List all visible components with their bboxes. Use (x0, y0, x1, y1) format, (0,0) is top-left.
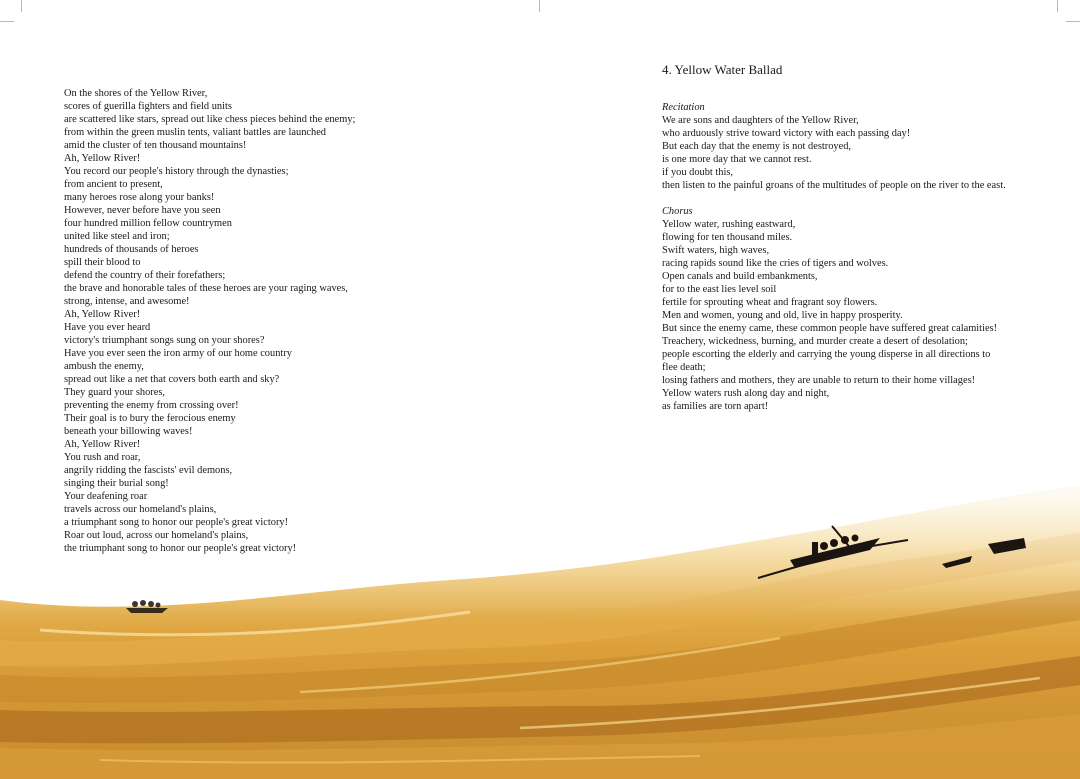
poem-line: Ah, Yellow River! (64, 153, 141, 164)
poem-line: However, never before have you seen (64, 205, 221, 216)
poem-line: scores of guerilla fighters and field units (64, 101, 232, 112)
recitation-lines (662, 114, 1022, 192)
poem-line: spill their blood to (64, 257, 141, 268)
poem-line: hundreds of thousands of heroes (64, 244, 199, 255)
poem-line: people escorting the elderly and carrying the young disperse in all directions to (662, 349, 991, 360)
poem-line: Their goal is to bury the ferocious enemy (64, 413, 236, 424)
poem-line: Treachery, wickedness, burning, and murder create a desert of desolation; (662, 336, 968, 347)
poem-line: They guard your shores, (64, 387, 165, 398)
poem-line: spread out like a net that covers both earth and sky? (64, 374, 280, 385)
crop-mark (0, 21, 14, 22)
poem-line: for to the east lies level soil (662, 284, 777, 295)
poem-line: ambush the enemy, (64, 361, 144, 372)
poem-line: We are sons and daughters of the Yellow River, (662, 115, 859, 126)
poem-line: flee death; (662, 362, 706, 373)
poem-line: beneath your billowing waves! (64, 426, 193, 437)
poem-line: Have you ever seen the iron army of our home country (64, 348, 292, 359)
poem-line: travels across our homeland's plains, (64, 504, 217, 515)
poem-line: You record our people's history through the dynasties; (64, 166, 289, 177)
poem-line: angrily ridding the fascists' evil demons, (64, 465, 233, 476)
poem-line: who arduously strive toward victory with each passing day! (662, 128, 911, 139)
poem-line: four hundred million fellow countrymen (64, 218, 232, 229)
right-poem-column (662, 101, 1022, 413)
poem-line: singing their burial song! (64, 478, 169, 489)
section-gap (662, 192, 1022, 205)
crop-mark (1066, 21, 1080, 22)
poem-line: united like steel and iron; (64, 231, 170, 242)
poem-line: victory's triumphant songs sung on your shores? (64, 335, 265, 346)
crop-mark (539, 0, 540, 12)
poem-line: losing fathers and mothers, they are unable to return to their home villages! (662, 375, 976, 386)
poem-line: from ancient to present, (64, 179, 163, 190)
poem-line: Your deafening roar (64, 491, 148, 502)
poem-line: racing rapids sound like the cries of tigers and wolves. (662, 258, 889, 269)
poem-line: is one more day that we cannot rest. (662, 154, 812, 165)
poem-line: Yellow waters rush along day and night, (662, 388, 830, 399)
poem-line: a triumphant song to honor our people's great victory! (64, 517, 289, 528)
poem-line: You rush and roar, (64, 452, 141, 463)
poem-line: Swift waters, high waves, (662, 245, 770, 256)
poem-line: Open canals and build embankments, (662, 271, 818, 282)
poem-line: Have you ever heard (64, 322, 151, 333)
poem-line: amid the cluster of ten thousand mountains! (64, 140, 247, 151)
poem-line: defend the country of their forefathers; (64, 270, 226, 281)
poem-line: are scattered like stars, spread out like chess pieces behind the enemy; (64, 114, 356, 125)
poem-line: fertile for sprouting wheat and fragrant soy flowers. (662, 297, 878, 308)
poem-line: Ah, Yellow River! (64, 309, 141, 320)
chorus-label: Chorus (662, 206, 693, 217)
poem-line: the triumphant song to honor our people's great victory! (64, 543, 297, 554)
poem-line: Roar out loud, across our homeland's plains, (64, 530, 249, 541)
poem-line: as families are torn apart! (662, 401, 769, 412)
poem-line: preventing the enemy from crossing over! (64, 400, 239, 411)
recitation-label: Recitation (662, 102, 705, 113)
poem-line: many heroes rose along your banks! (64, 192, 215, 203)
poem-line: Ah, Yellow River! (64, 439, 141, 450)
poem-line: On the shores of the Yellow River, (64, 88, 208, 99)
poem-line: Yellow water, rushing eastward, (662, 219, 796, 230)
poem-line: from within the green muslin tents, valiant battles are launched (64, 127, 326, 138)
poem-line: then listen to the painful groans of the multitudes of people on the river to the east. (662, 180, 1006, 191)
section-title: 4. Yellow Water Ballad (662, 62, 783, 77)
crop-mark (1057, 0, 1058, 12)
left-poem-column (64, 87, 364, 555)
chorus-lines (662, 218, 1022, 413)
poem-line: Men and women, young and old, live in happy prosperity. (662, 310, 903, 321)
poem-line: But each day that the enemy is not destroyed, (662, 141, 851, 152)
poem-line: flowing for ten thousand miles. (662, 232, 793, 243)
poem-line: if you doubt this, (662, 167, 734, 178)
poem-line: strong, intense, and awesome! (64, 296, 190, 307)
poem-line: the brave and honorable tales of these heroes are your raging waves, (64, 283, 348, 294)
crop-mark (21, 0, 22, 12)
poem-line: But since the enemy came, these common people have suffered great calamities! (662, 323, 998, 334)
